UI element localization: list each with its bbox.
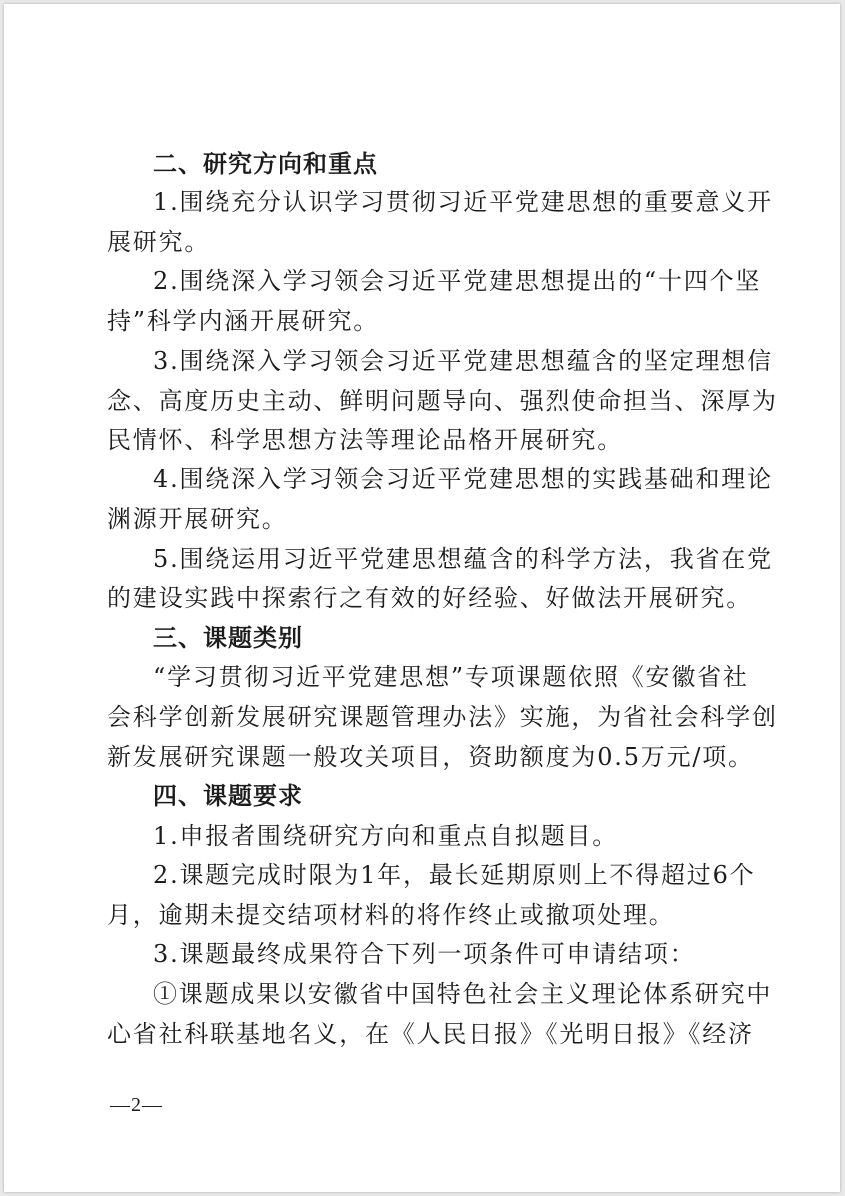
paragraph-line: 的建设实践中探索行之有效的好经验、好做法开展研究。: [107, 584, 752, 612]
paragraph-line: 心省社科联基地名义，在《人民日报》《光明日报》《经济: [107, 1020, 754, 1048]
paragraph-line: ①课题成果以安徽省中国特色社会主义理论体系研究中: [153, 980, 773, 1008]
paragraph-line: 新发展研究课题一般攻关项目，资助额度为0.5万元/项。: [107, 743, 754, 771]
paragraph-line: 展研究。: [107, 228, 211, 256]
paragraph-line: 渊源开展研究。: [107, 505, 288, 533]
section-heading-2: 二、研究方向和重点: [153, 150, 378, 178]
paragraph-line: 5.围绕运用习近平党建思想蕴含的科学方法，我省在党: [153, 545, 773, 573]
paragraph-line: 3.课题最终成果符合下列一项条件可申请结项：: [153, 940, 696, 968]
paragraph-line: 民情怀、科学思想方法等理论品格开展研究。: [107, 426, 623, 454]
paragraph-line: 念、高度历史主动、鲜明问题导向、强烈使命担当、深厚为: [107, 387, 778, 415]
paragraph-line: 3.围绕深入学习领会习近平党建思想蕴含的坚定理想信: [153, 347, 773, 375]
document-page: [4, 4, 840, 1192]
page-number: —2—: [110, 1094, 163, 1116]
paragraph-line: 1.围绕充分认识学习贯彻习近平党建思想的重要意义开: [153, 188, 773, 216]
paragraph-line: 2.围绕深入学习领会习近平党建思想提出的“十四个坚: [153, 267, 762, 295]
paragraph-line: 持”科学内涵开展研究。: [107, 307, 380, 335]
paragraph-line: 2.课题完成时限为1年，最长延期原则上不得超过6个: [153, 861, 756, 889]
paragraph-line: 月，逾期未提交结项材料的将作终止或撤项处理。: [107, 901, 675, 929]
paragraph-line: “学习贯彻习近平党建思想”专项课题依照《安徽省社: [153, 663, 749, 691]
section-heading-4: 四、课题要求: [153, 782, 303, 810]
paragraph-line: 会科学创新发展研究课题管理办法》实施，为省社会科学创: [107, 703, 778, 731]
paragraph-line: 1.申报者围绕研究方向和重点自拟题目。: [153, 822, 619, 850]
section-heading-3: 三、课题类别: [153, 624, 303, 652]
paragraph-line: 4.围绕深入学习领会习近平党建思想的实践基础和理论: [153, 465, 773, 493]
